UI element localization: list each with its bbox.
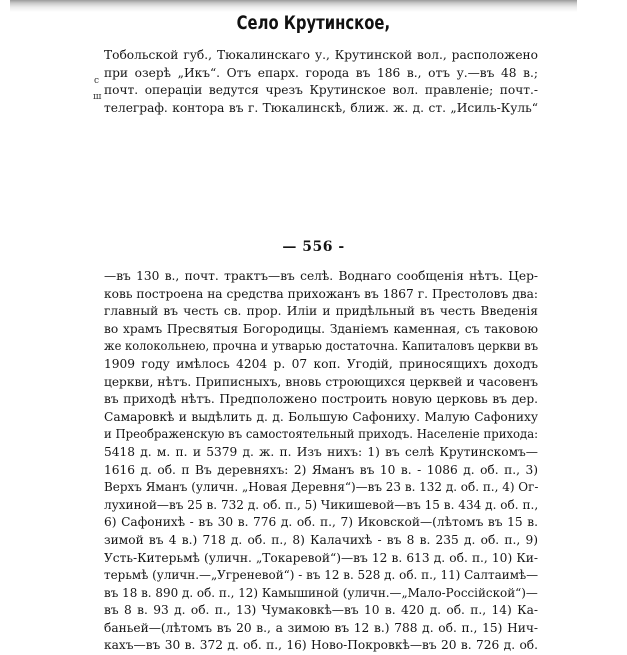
text-line: Верхъ Яманъ (уличн. „Новая Деревня“)—въ 23 в. 132 д. об. п., 4) Ог-	[104, 480, 539, 495]
text-line: почт. операціи ведутся чрезъ Крутинское вол. правленіе; почт.-	[104, 83, 538, 98]
text-line: главный въ честь св. прор. Иліи и придѣльный въ честь Введенія	[104, 304, 538, 319]
text-line: при озерѣ „Икъ“. Отъ епарх. города въ 186 в., отъ у.—въ 48 в.;	[104, 65, 538, 80]
text-line: во храмъ Пресвятыя Богородицы. Зданіемъ каменная, съ таковою	[104, 321, 538, 336]
text-line: же колокольнею, прочна и утварью достаточна. Капиталовъ церкви въ	[104, 339, 539, 354]
margin-mark: ш	[93, 92, 102, 102]
page-top-shadow	[10, 0, 577, 12]
text-line: терьмѣ (уличн.—„Угреневой“) - въ 12 в. 528 д. об. п., 11) Салтаимѣ—	[104, 568, 539, 583]
text-line: Тобольской губ., Тюкалинскаго у., Крутинской вол., расположено	[104, 48, 538, 62]
text-line: зимой въ 4 в.) 718 д. об. п., 8) Калачихѣ - въ 8 в. 235 д. об. п., 9)	[104, 532, 538, 547]
header-paragraph	[104, 47, 538, 117]
text-line: 1616 д. об. п Въ деревняхъ: 2) Яманъ въ 10 в. - 1086 д. об. п., 3)	[104, 462, 538, 477]
margin-mark: с	[94, 76, 100, 86]
text-line: 6) Сафонихѣ - въ 30 в. 776 д. об. п., 7) Иковской—(лѣтомъ въ 15 в.	[104, 515, 538, 530]
text-line: церкви, нѣтъ. Приписныхъ, вновь строющихся церквей и часовенъ	[104, 374, 538, 389]
text-line: —въ 130 в., почт. трактъ—въ селѣ. Воднаго сообщенія нѣтъ. Цер-	[104, 269, 538, 283]
text-line: кахъ—въ 30 в. 372 д. об. п., 16) Ново-Покровкѣ—въ 20 в. 726 д. об.	[104, 638, 538, 653]
text-line: въ 8 в. 93 д. об. п., 13) Чумаковкѣ—въ 10 в. 420 д. об. п., 14) Ка-	[104, 603, 538, 618]
body-paragraph	[104, 268, 538, 655]
text-line: ковь построена на средства прихожанъ въ 1867 г. Престоловъ два:	[104, 286, 538, 301]
text-line: Усть-Китерьмѣ (уличн. „Токаревой“)—въ 12 в. 613 д. об. п., 10) Ки-	[104, 550, 538, 565]
text-line: телеграф. контора въ г. Тюкалинскѣ, ближ. ж. д. ст. „Исиль-Куль“	[104, 100, 538, 115]
text-line: въ приходѣ нѣтъ. Предположено построить новую церковь въ дер.	[104, 392, 538, 407]
text-line: 1909 году имѣлось 4204 р. 07 коп. Угодій, приносящихъ доходъ	[104, 356, 538, 371]
page-title: Село Крутинское,	[236, 12, 391, 34]
text-line: и Преображенскую въ самостоятельный приходъ. Населеніе прихода:	[104, 427, 539, 442]
text-line: баньей—(лѣтомъ въ 20 в., а зимою въ 12 в.) 788 д. об. п., 15) Нич-	[104, 620, 538, 635]
page-number: — 556 -	[282, 239, 345, 255]
text-line: въ 18 в. 890 д. об. п., 12) Камышиной (уличн.—„Мало-Россійской“)—	[104, 585, 538, 600]
text-line: лухиной—въ 25 в. 732 д. об. п., 5) Чикишевой—въ 15 в. 434 д. об. п.,	[104, 497, 539, 512]
text-line: 5418 д. м. п. и 5379 д. ж. п. Изъ нихъ: 1) въ селѣ Крутинскомъ—	[104, 444, 538, 459]
text-line: Самаровкѣ и выдѣлить д. д. Большую Сафониху. Малую Сафониху	[104, 409, 538, 424]
